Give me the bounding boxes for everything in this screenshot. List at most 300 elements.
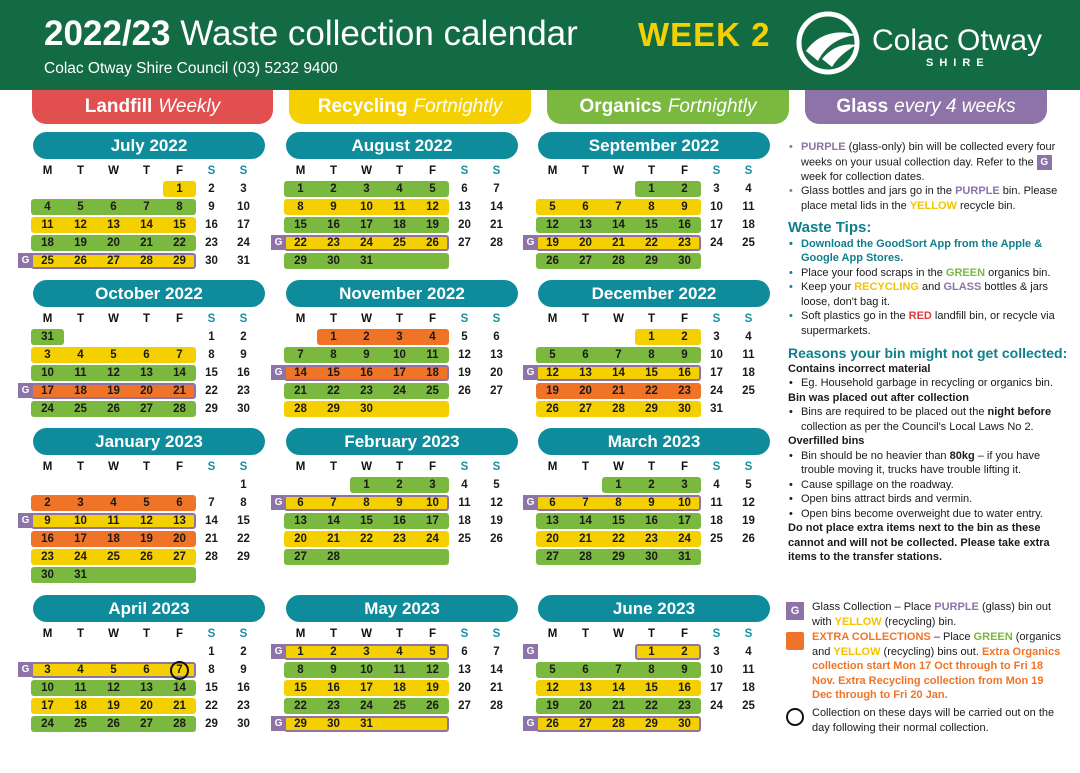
reasons-title: Reasons your bin might not get collected:	[788, 345, 1068, 361]
day-cell: 25	[458, 533, 471, 545]
weekday-label: S	[239, 461, 248, 473]
day-cell: 29	[205, 403, 218, 415]
glass-info-1: • PURPLE (glass-only) bin will be collected every four weeks on your usual collection day. Refer to the G week for collection dates.	[788, 140, 1068, 184]
day-cell: 1	[240, 479, 247, 491]
bin-tab-glass: Glass every 4 weeks	[805, 90, 1047, 124]
day-cell: 7	[297, 349, 304, 361]
day-cell: 19	[546, 700, 559, 712]
day-cell: 5	[143, 497, 150, 509]
day-cell: 1	[176, 183, 183, 195]
day-cell: 10	[678, 497, 691, 509]
day-cell: 12	[458, 349, 471, 361]
day-cell: 23	[237, 700, 250, 712]
day-cell: 9	[363, 349, 370, 361]
day-cell: 26	[74, 255, 87, 267]
day-cell: 13	[579, 367, 592, 379]
day-cell: 26	[742, 533, 755, 545]
day-cell: 26	[107, 403, 120, 415]
day-cell: 10	[393, 349, 406, 361]
legend-extra-swatch	[786, 632, 804, 650]
day-cell: 2	[44, 497, 51, 509]
day-cell: 19	[458, 367, 471, 379]
day-cell: 18	[74, 385, 87, 397]
weekday-label: S	[207, 461, 216, 473]
delayed-collection-day: 7	[170, 661, 189, 680]
day-cell: 18	[393, 682, 406, 694]
day-cell: 26	[546, 403, 559, 415]
day-cell: 4	[745, 183, 752, 195]
month-title: December 2022	[538, 280, 770, 307]
day-cell: 8	[648, 664, 655, 676]
day-cell: 1	[363, 479, 370, 491]
weekday-label: T	[76, 165, 85, 177]
day-cell: 27	[458, 237, 471, 249]
glass-week-tag: G	[18, 513, 33, 528]
day-cell: 13	[140, 682, 153, 694]
day-cell: 22	[205, 385, 218, 397]
day-cell: 13	[458, 664, 471, 676]
day-cell: 7	[208, 497, 215, 509]
weekday-label: S	[492, 628, 501, 640]
day-cell: 22	[294, 237, 307, 249]
day-cell: 17	[360, 219, 373, 231]
day-cell: 27	[579, 255, 592, 267]
day-cell: 9	[44, 515, 51, 527]
weekday-label: T	[647, 628, 656, 640]
day-cell: 23	[237, 385, 250, 397]
day-cell: 24	[426, 533, 439, 545]
day-cell: 19	[107, 700, 120, 712]
reason-3-item-4: • Open bins become overweight due to water entry.	[788, 507, 1068, 522]
day-cell: 28	[140, 255, 153, 267]
day-cell: 24	[393, 385, 406, 397]
day-cell: 18	[710, 515, 723, 527]
weekday-label: T	[329, 313, 338, 325]
day-cell: 9	[240, 349, 247, 361]
weekday-label: S	[712, 313, 721, 325]
weekday-label: F	[428, 313, 437, 325]
month-title: May 2023	[286, 595, 518, 622]
day-cell: 28	[173, 718, 186, 730]
day-cell: 3	[363, 646, 370, 658]
weekday-label: F	[680, 461, 689, 473]
day-cell: 29	[294, 255, 307, 267]
weekday-label: T	[647, 313, 656, 325]
day-cell: 12	[74, 219, 87, 231]
day-cell: 22	[645, 385, 658, 397]
day-cell: 9	[681, 664, 688, 676]
day-cell: 29	[612, 551, 625, 563]
day-cell: 11	[742, 201, 755, 213]
weekday-label: T	[142, 165, 151, 177]
day-cell: 14	[294, 367, 307, 379]
weekday-label: S	[460, 313, 469, 325]
day-cell: 2	[208, 183, 215, 195]
day-cell: 6	[143, 664, 150, 676]
bin-tab-organics: Organics Fortnightly	[547, 90, 789, 124]
weekday-label: W	[361, 165, 372, 177]
day-cell: 15	[327, 367, 340, 379]
day-cell: 9	[330, 201, 337, 213]
day-cell: 22	[205, 700, 218, 712]
weekday-label: T	[329, 165, 338, 177]
day-cell: 4	[44, 201, 51, 213]
day-cell: 14	[173, 367, 186, 379]
day-cell: 13	[107, 219, 120, 231]
day-cell: 11	[458, 497, 471, 509]
day-cell: 17	[710, 682, 723, 694]
weekday-label: S	[712, 628, 721, 640]
reason-1-item: • Eg. Household garbage in recycling or organics bin.	[788, 376, 1068, 391]
day-cell: 23	[393, 533, 406, 545]
weekday-label: W	[613, 628, 624, 640]
day-cell: 3	[240, 183, 247, 195]
weekday-label: F	[680, 628, 689, 640]
day-cell: 21	[490, 219, 503, 231]
day-cell: 21	[490, 682, 503, 694]
month-days	[21, 625, 265, 773]
weekday-label: T	[581, 313, 590, 325]
day-cell: 9	[648, 497, 655, 509]
month-title: August 2022	[286, 132, 518, 159]
day-cell: 13	[294, 515, 307, 527]
day-cell: 20	[140, 385, 153, 397]
day-cell: 30	[237, 403, 250, 415]
day-cell: 29	[205, 718, 218, 730]
day-cell: 19	[490, 515, 503, 527]
day-cell: 9	[240, 664, 247, 676]
day-cell: 12	[546, 219, 559, 231]
weekday-label: T	[581, 461, 590, 473]
day-cell: 30	[327, 718, 340, 730]
day-cell: 28	[490, 237, 503, 249]
day-cell: 23	[360, 385, 373, 397]
day-cell: 4	[396, 646, 403, 658]
tip-goodsort: • Download the GoodSort App from the Apple & Google App Stores.	[788, 237, 1068, 266]
weekday-label: M	[547, 165, 558, 177]
reason-final: Do not place extra items next to the bin as these cannot and will not be collected. Please take extra items to the transfer stations.	[788, 522, 1050, 563]
day-cell: 25	[107, 551, 120, 563]
day-cell: 31	[678, 551, 691, 563]
day-cell: 20	[294, 533, 307, 545]
day-cell: 2	[396, 479, 403, 491]
day-cell: 7	[330, 497, 337, 509]
weekday-label: T	[395, 313, 404, 325]
weekday-label: M	[547, 628, 558, 640]
day-cell: 8	[648, 349, 655, 361]
day-cell: 27	[579, 403, 592, 415]
day-cell: 18	[41, 237, 54, 249]
day-cell: 17	[393, 367, 406, 379]
day-cell: 11	[107, 515, 120, 527]
day-cell: 24	[710, 237, 723, 249]
day-cell: 24	[360, 237, 373, 249]
day-cell: 15	[645, 367, 658, 379]
weekday-label: W	[108, 313, 119, 325]
day-cell: 15	[237, 515, 250, 527]
day-cell: 25	[742, 237, 755, 249]
weekday-label: W	[108, 165, 119, 177]
day-cell: 25	[393, 237, 406, 249]
day-cell: 20	[490, 367, 503, 379]
day-cell: 16	[205, 219, 218, 231]
glass-week-tag: G	[18, 383, 33, 398]
tip-loose: • Keep your RECYCLING and GLASS bottles & jars loose, don't bag it.	[788, 280, 1068, 309]
day-cell: 30	[645, 551, 658, 563]
day-cell: 15	[612, 515, 625, 527]
tips-title: Waste Tips:	[788, 219, 872, 236]
day-cell: 8	[208, 664, 215, 676]
day-cell: 21	[140, 237, 153, 249]
day-cell: 2	[681, 183, 688, 195]
day-cell: 26	[426, 237, 439, 249]
day-cell: 2	[681, 331, 688, 343]
weekday-label: T	[395, 628, 404, 640]
day-cell: 27	[458, 700, 471, 712]
weekday-label: T	[76, 461, 85, 473]
weekday-label: M	[547, 313, 558, 325]
day-cell: 11	[74, 367, 87, 379]
day-cell: 21	[612, 385, 625, 397]
day-cell: 29	[645, 403, 658, 415]
day-cell: 31	[710, 403, 723, 415]
day-cell: 17	[237, 219, 250, 231]
weekday-label: T	[329, 628, 338, 640]
day-cell: 25	[393, 700, 406, 712]
day-cell: 2	[681, 646, 688, 658]
legend-circle-icon	[786, 708, 804, 726]
day-cell: 19	[426, 682, 439, 694]
day-cell: 23	[41, 551, 54, 563]
day-cell: 12	[490, 497, 503, 509]
glass-week-tag: G	[271, 644, 286, 659]
month-10	[274, 595, 518, 773]
day-cell: 6	[461, 646, 468, 658]
weekday-label: T	[581, 165, 590, 177]
weekday-label: S	[460, 628, 469, 640]
day-cell: 29	[294, 718, 307, 730]
day-cell: 20	[140, 700, 153, 712]
day-cell: 13	[579, 682, 592, 694]
day-cell: 23	[327, 237, 340, 249]
month-days	[274, 625, 518, 773]
day-cell: 26	[458, 385, 471, 397]
day-cell: 24	[710, 385, 723, 397]
day-cell: 22	[327, 385, 340, 397]
day-cell: 21	[612, 700, 625, 712]
day-cell: 11	[41, 219, 54, 231]
day-cell: 8	[240, 497, 247, 509]
day-cell: 5	[110, 664, 117, 676]
day-cell: 6	[582, 664, 589, 676]
glass-week-tag: G	[523, 644, 538, 659]
day-cell: 6	[143, 349, 150, 361]
day-cell: 23	[678, 385, 691, 397]
glass-week-tag: G	[18, 253, 33, 268]
day-cell: 11	[393, 201, 406, 213]
day-cell: 27	[546, 551, 559, 563]
day-cell: 19	[742, 515, 755, 527]
day-cell: 7	[615, 349, 622, 361]
day-cell: 8	[176, 201, 183, 213]
day-cell: 8	[330, 349, 337, 361]
day-cell: 19	[140, 533, 153, 545]
day-cell: 27	[579, 718, 592, 730]
reason-2-item: • Bins are required to be placed out the night before collection as per the Council's Local Laws No 2.	[788, 405, 1068, 434]
day-cell: 18	[458, 515, 471, 527]
weekday-label: F	[680, 313, 689, 325]
day-cell: 14	[579, 515, 592, 527]
day-cell: 14	[140, 219, 153, 231]
day-cell: 1	[648, 183, 655, 195]
month-days	[526, 458, 770, 606]
legend-glass-swatch: G	[786, 602, 804, 620]
logo-name: Colac Otway	[872, 24, 1043, 57]
day-cell: 6	[461, 183, 468, 195]
month-title: July 2022	[33, 132, 265, 159]
day-cell: 7	[615, 664, 622, 676]
day-cell: 25	[74, 718, 87, 730]
day-cell: 8	[615, 497, 622, 509]
day-cell: 11	[393, 664, 406, 676]
bin-tab-recycling: Recycling Fortnightly	[289, 90, 531, 124]
day-cell: 7	[493, 183, 500, 195]
day-cell: 13	[140, 367, 153, 379]
day-cell: 1	[297, 646, 304, 658]
day-cell: 23	[327, 700, 340, 712]
legend-glass: G Glass Collection – Place PURPLE (glass) bin out with YELLOW (recycling) bin.	[786, 600, 1070, 630]
day-cell: 25	[742, 385, 755, 397]
weekday-label: S	[712, 165, 721, 177]
weekday-label: W	[108, 461, 119, 473]
day-cell: 3	[363, 183, 370, 195]
day-cell: 28	[205, 551, 218, 563]
day-cell: 19	[546, 385, 559, 397]
month-title: January 2023	[33, 428, 265, 455]
legend-extra: EXTRA COLLECTIONS – Place GREEN (organics and YELLOW (recycling) bins out. Extra Organics collection start Mon 17 Oct through to Fri 18 Nov. Extra Recycling collection from Mon 19 Dec through to Fri 20 Jan.	[786, 630, 1070, 702]
weekday-label: F	[428, 461, 437, 473]
day-cell: 17	[74, 533, 87, 545]
month-title: October 2022	[33, 280, 265, 307]
weekday-label: S	[239, 628, 248, 640]
day-cell: 21	[579, 533, 592, 545]
day-cell: 24	[360, 700, 373, 712]
weekday-label: T	[581, 628, 590, 640]
day-cell: 10	[237, 201, 250, 213]
day-cell: 5	[549, 664, 556, 676]
day-cell: 13	[546, 515, 559, 527]
day-cell: 8	[297, 201, 304, 213]
day-cell: 5	[461, 331, 468, 343]
day-cell: 31	[360, 255, 373, 267]
day-cell: 11	[710, 497, 723, 509]
day-cell: 1	[648, 331, 655, 343]
glass-week-tag: G	[523, 495, 538, 510]
day-cell: 4	[396, 183, 403, 195]
weekday-label: M	[42, 461, 53, 473]
weekday-label: M	[547, 461, 558, 473]
day-cell: 22	[173, 237, 186, 249]
day-cell: 21	[294, 385, 307, 397]
council-contact: Colac Otway Shire Council (03) 5232 9400	[44, 60, 338, 77]
weekday-label: M	[42, 165, 53, 177]
day-cell: 12	[546, 367, 559, 379]
day-cell: 16	[237, 682, 250, 694]
day-cell: 13	[173, 515, 186, 527]
reason-3-item-2: • Cause spillage on the roadway.	[788, 478, 1068, 493]
day-cell: 2	[240, 331, 247, 343]
day-cell: 11	[74, 682, 87, 694]
day-cell: 10	[710, 201, 723, 213]
day-cell: 9	[681, 201, 688, 213]
day-cell: 12	[426, 664, 439, 676]
day-cell: 25	[710, 533, 723, 545]
day-cell: 7	[143, 201, 150, 213]
day-cell: 17	[710, 219, 723, 231]
day-cell: 13	[579, 219, 592, 231]
day-cell: 12	[107, 367, 120, 379]
day-cell: 18	[107, 533, 120, 545]
weekday-label: S	[460, 165, 469, 177]
month-7	[274, 428, 518, 606]
day-cell: 28	[490, 700, 503, 712]
month-title: February 2023	[286, 428, 518, 455]
day-cell: 29	[327, 403, 340, 415]
day-cell: 19	[74, 237, 87, 249]
day-cell: 22	[360, 533, 373, 545]
weekday-label: T	[395, 461, 404, 473]
day-cell: 2	[330, 183, 337, 195]
weekday-label: W	[613, 313, 624, 325]
day-cell: 10	[710, 664, 723, 676]
day-cell: 5	[493, 479, 500, 491]
month-title: April 2023	[33, 595, 265, 622]
day-cell: 4	[713, 479, 720, 491]
day-cell: 6	[582, 349, 589, 361]
day-cell: 5	[110, 349, 117, 361]
day-cell: 24	[678, 533, 691, 545]
day-cell: 18	[742, 219, 755, 231]
day-cell: 27	[140, 403, 153, 415]
day-cell: 10	[710, 349, 723, 361]
day-cell: 4	[745, 646, 752, 658]
weekday-label: S	[207, 165, 216, 177]
day-cell: 24	[237, 237, 250, 249]
day-cell: 3	[681, 479, 688, 491]
day-cell: 16	[678, 682, 691, 694]
day-cell: 11	[742, 664, 755, 676]
day-cell: 4	[429, 331, 436, 343]
day-cell: 4	[461, 479, 468, 491]
day-cell: 5	[429, 183, 436, 195]
day-cell: 20	[458, 219, 471, 231]
weekday-label: M	[295, 165, 306, 177]
weekday-label: F	[680, 165, 689, 177]
day-cell: 30	[205, 255, 218, 267]
day-cell: 15	[294, 682, 307, 694]
day-cell: 16	[237, 367, 250, 379]
day-cell: 12	[107, 682, 120, 694]
day-cell: 3	[44, 349, 51, 361]
day-cell: 24	[41, 403, 54, 415]
glass-week-tag: G	[523, 365, 538, 380]
info-panel	[788, 140, 1068, 565]
weekday-label: M	[295, 628, 306, 640]
weekday-label: T	[76, 628, 85, 640]
day-cell: 18	[742, 682, 755, 694]
day-cell: 15	[205, 367, 218, 379]
day-cell: 10	[360, 664, 373, 676]
